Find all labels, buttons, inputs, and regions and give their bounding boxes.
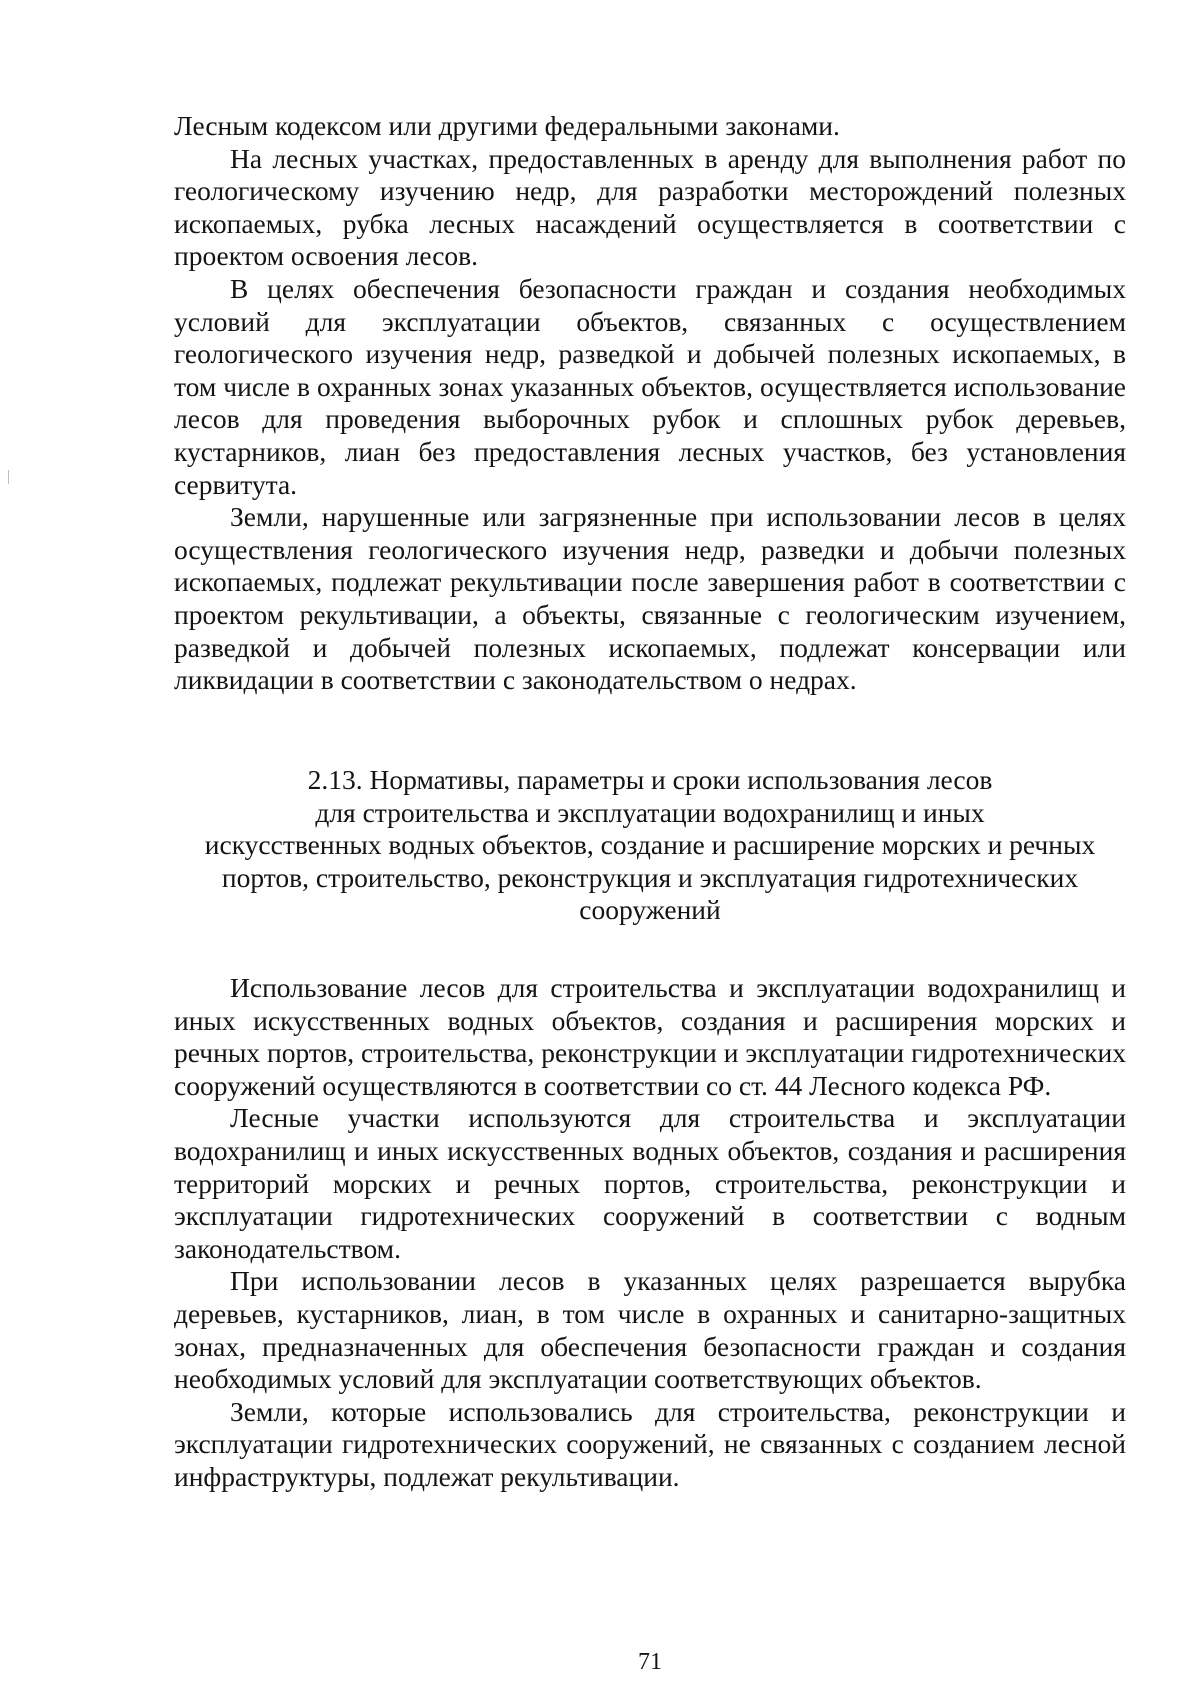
scan-margin-mark (8, 470, 9, 484)
paragraph: При использовании лесов в указанных целях разрешается вырубка деревьев, кустарников, лиан, в том числе в охранных и санитарно-защитных зонах, предназначенных для обеспечения безопасности граждан и создания необходимых условий для эксплуатации соответствующих объектов. (174, 1265, 1126, 1395)
section-1-text (174, 110, 1126, 697)
heading-line: для строительства и эксплуатации водохранилищ и иных (315, 796, 985, 828)
heading-line: искусственных водных объектов, создание и расширение морских и речных (204, 829, 1096, 861)
section-heading (174, 764, 1126, 927)
paragraph: На лесных участках, предоставленных в аренду для выполнения работ по геологическому изучению недр, для разработки месторождений полезных ископаемых, рубка лесных насаждений осуществляется в соответствии с проектом освоения лесов. (174, 142, 1126, 272)
section-2-text (174, 972, 1126, 1494)
heading-line: сооружений (579, 894, 721, 926)
page-number: 71 (638, 1649, 662, 1675)
paragraph: Земли, которые использовались для строительства, реконструкции и эксплуатации гидротехнических сооружений, не связанных с созданием лесной инфраструктуры, подлежат рекультивации. (174, 1395, 1126, 1492)
lead-line: Лесным кодексом или другими федеральными законами. (174, 110, 840, 141)
paragraph: Земли, нарушенные или загрязненные при использовании лесов в целях осуществления геологического изучения недр, разведки и добычи полезных ископаемых, подлежат рекультивации после завершения работ в соответствии с проектом рекультивации, а объекты, связанные с геологическим изучением, разведкой и добычей полезных ископаемых, подлежат консервации или ликвидации в соответствии с законодательством о недрах. (174, 501, 1126, 696)
paragraph: Использование лесов для строительства и эксплуатации водохранилищ и иных искусственных водных объектов, создания и расширения морских и речных портов, строительства, реконструкции и эксплуатации гидротехнических сооружений осуществляются в соответствии со ст. 44 Лесного кодекса РФ. (174, 972, 1126, 1101)
heading-line: 2.13. Нормативы, параметры и сроки использования лесов (307, 764, 993, 795)
paragraph: В целях обеспечения безопасности граждан и создания необходимых условий для эксплуатации объектов, связанных с осуществлением геологического изучения недр, разведкой и добычей полезных ископаемых, в том числе в охранных зонах указанных объектов, осуществляется использование лесов для проведения выборочных рубок и сплошных рубок деревьев, кустарников, лиан без предоставления лесных участков, без установления сервитута. (174, 272, 1126, 500)
paragraph: Лесные участки используются для строительства и эксплуатации водохранилищ и иных искусственных водных объектов, создания и расширения территорий морских и речных портов, строительства, реконструкции и эксплуатации гидротехнических сооружений в соответствии с водным законодательством. (174, 1102, 1126, 1264)
heading-line: портов, строительство, реконструкция и эксплуатация гидротехнических (221, 861, 1079, 893)
